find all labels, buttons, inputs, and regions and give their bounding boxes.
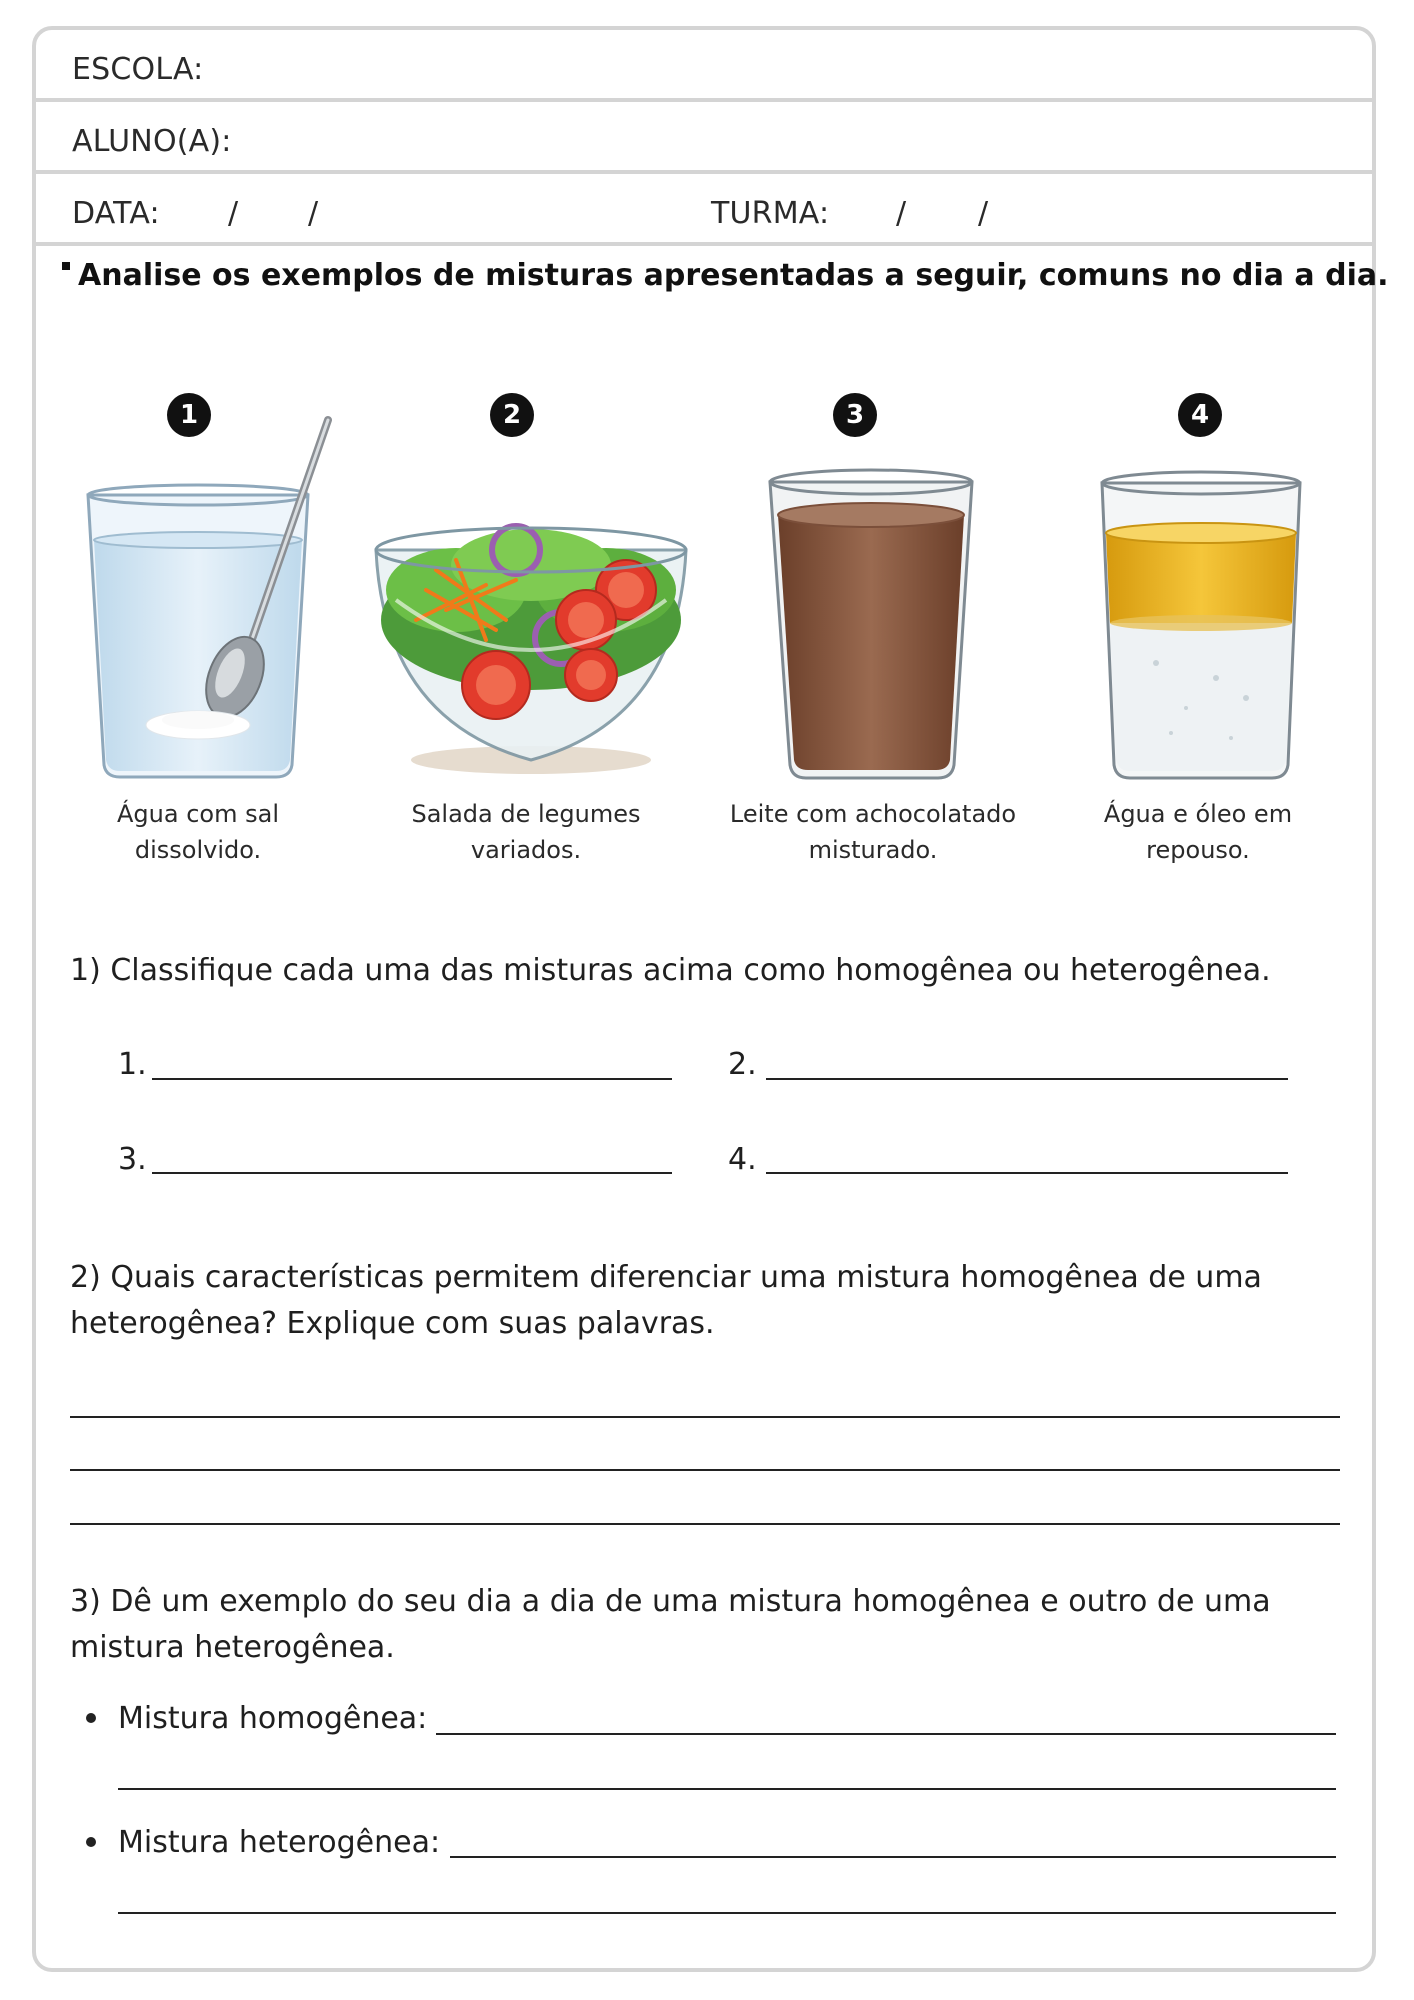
question-1: 1) Classifique cada uma das misturas acima como homogênea ou heterogênea. [70,953,1271,988]
mixture-caption-3 [723,796,1023,868]
caption-2-line-2: variados. [470,836,582,864]
mixture-caption-4 [1048,796,1348,868]
caption-3-line-2: misturado. [808,836,938,864]
question-3-line-2: mistura heterogênea. [70,1630,395,1665]
class-slash-1: / [896,196,907,231]
answer-line-3[interactable] [152,1172,672,1174]
caption-3-line-1: Leite com achocolatado [729,800,1017,828]
student-label: ALUNO(A): [72,124,232,159]
mixture-number-4: 4 [1178,393,1222,437]
mixture-number-2: 2 [490,393,534,437]
question-3-line-1: 3) Dê um exemplo do seu dia a dia de uma mistura homogênea e outro de uma [70,1584,1271,1619]
answer-label-1: 1. [118,1047,147,1082]
q2-answer-line-2[interactable] [70,1469,1340,1471]
bullet-icon [86,1837,96,1847]
heterogeneous-item [86,1825,440,1860]
square-bullet-icon [62,262,70,270]
mixture-caption-2 [376,796,676,868]
caption-1-line-1: Água com sal [117,800,279,828]
class-slash-2: / [978,196,989,231]
heterogeneous-label: Mistura heterogênea: [118,1825,441,1860]
q2-answer-line-3[interactable] [70,1523,1340,1525]
mixture-caption-1 [48,796,348,868]
worksheet-frame [32,26,1376,1972]
salad-bowl-icon [356,470,706,780]
caption-4-line-1: Água e óleo em [1103,800,1293,828]
date-slash-2: / [308,196,319,231]
date-class-row [36,174,1372,246]
answer-label-2: 2. [728,1047,757,1082]
chocolate-milk-glass-icon [764,460,979,785]
bullet-icon [86,1713,96,1723]
answer-line-4[interactable] [766,1172,1288,1174]
homogeneous-answer-line[interactable] [436,1733,1336,1735]
caption-4-line-2: repouso. [1146,836,1250,864]
homogeneous-label: Mistura homogênea: [118,1701,428,1736]
question-2-line-1: 2) Quais características permitem diferenciar uma mistura homogênea de uma [70,1260,1262,1295]
question-2-line-2: heterogênea? Explique com suas palavras. [70,1306,715,1341]
date-slash-1: / [228,196,239,231]
school-row [36,30,1372,102]
heterogeneous-answer-line[interactable] [450,1856,1336,1858]
answer-label-3: 3. [118,1142,147,1177]
answer-line-1[interactable] [152,1078,672,1080]
school-label: ESCOLA: [72,52,204,87]
water-oil-glass-icon [1096,463,1306,785]
mixture-number-3: 3 [833,393,877,437]
q2-answer-line-1[interactable] [70,1416,1340,1418]
answer-label-4: 4. [728,1142,757,1177]
instruction-text [62,258,1389,293]
class-label: TURMA: [711,196,830,231]
homogeneous-answer-line-2[interactable] [118,1788,1336,1790]
question-3 [70,1579,1330,1671]
question-2 [70,1255,1330,1347]
date-label: DATA: [72,196,160,231]
glass-water-salt-spoon-icon [80,415,340,785]
caption-1-line-2: dissolvido. [134,836,262,864]
mixture-number-1: 1 [167,393,211,437]
caption-2-line-1: Salada de legumes [411,800,641,828]
homogeneous-item [86,1701,427,1736]
instruction-label: Analise os exemplos de misturas apresentadas a seguir, comuns no dia a dia. [78,258,1389,293]
heterogeneous-answer-line-2[interactable] [118,1912,1336,1914]
answer-line-2[interactable] [766,1078,1288,1080]
student-row [36,102,1372,174]
